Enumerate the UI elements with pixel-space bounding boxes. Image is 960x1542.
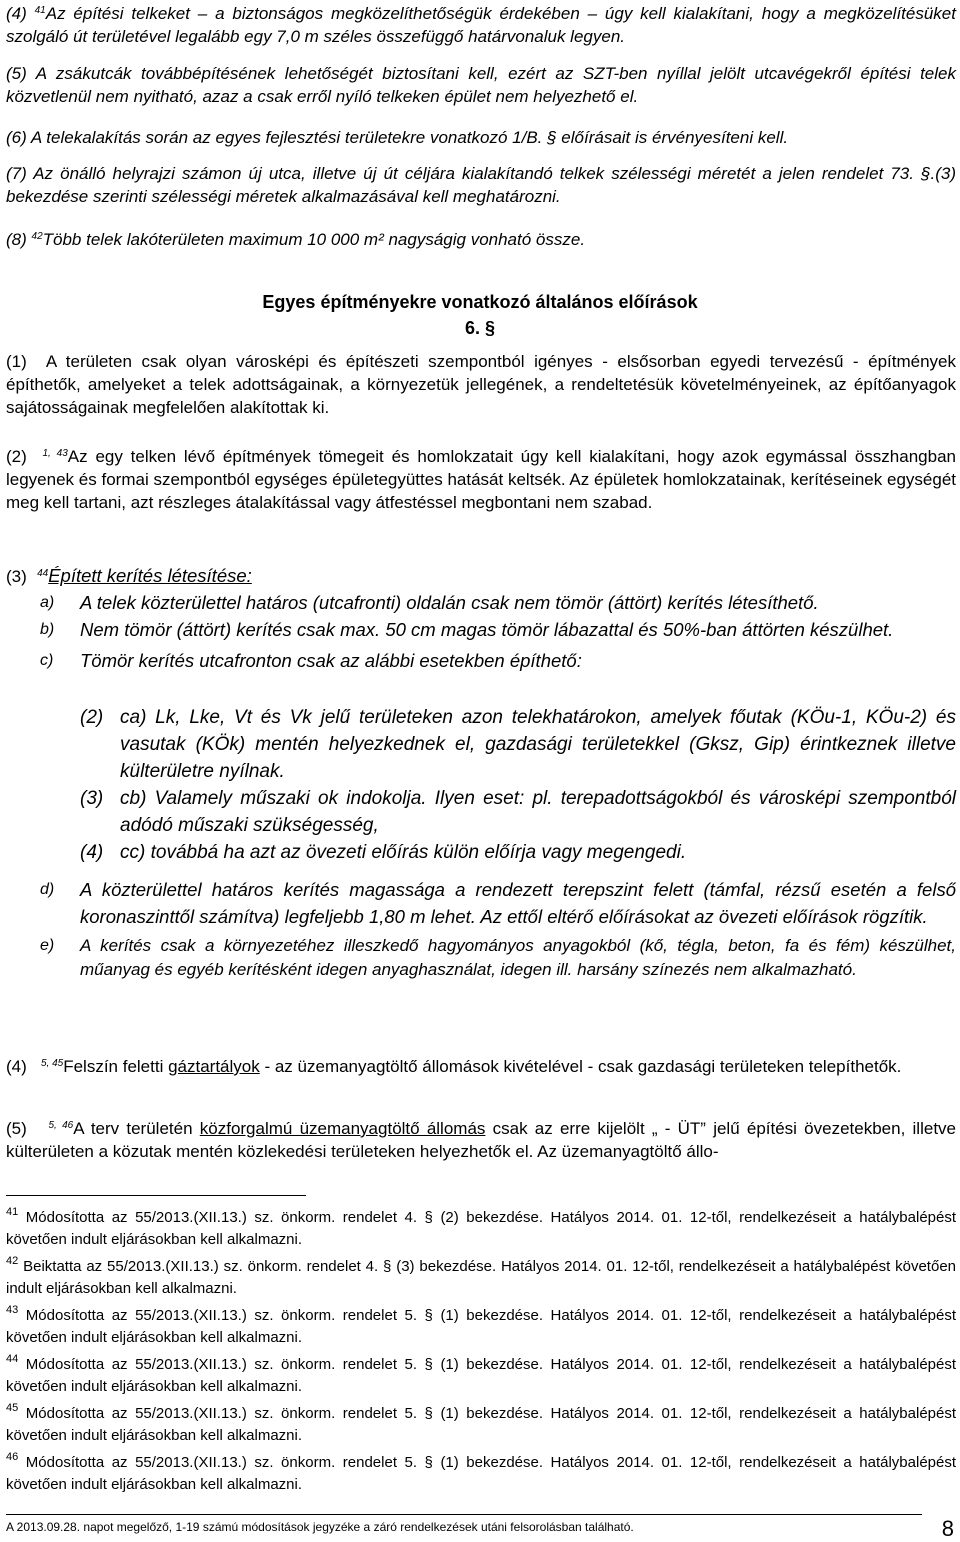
- paragraph-8: (8) $^{42}$Több telek lakóterületen maximum 10 000 m² nagyságig vonható össze.: [6, 230, 586, 249]
- section-para-2: (2) $^{1, 43}$Az egy telken lévő építmények tömegeit és homlokzatait úgy kell kialakítani, hogy azok egymással összhangban legyenek és formai szempontból egységes épületegyüttes hatását keltsék. Az épületek homlokzatainak, kerítéseinek egységét meg kell tartani, azt részleges átalakítással vagy átfestéssel megbontani nem szabad.: [6, 447, 956, 512]
- term-link[interactable]: gáztartályok: [168, 1057, 260, 1076]
- list-item: a) A telek közterülettel határos (utcafronti) oldalán csak nem tömör (áttört) kerítés létesíthető.: [40, 592, 819, 613]
- footnote-separator: [6, 1195, 306, 1196]
- list-item: (3) cb) Valamely műszaki ok indokolja. Ilyen eset: pl. terepadottságokból és városképi szempontból adódó műszaki szükségesség,: [80, 788, 956, 836]
- subitem-list: [80, 704, 956, 866]
- list-item: c) Tömör kerítés utcafronton csak az alábbi esetekben építhető:: [40, 650, 582, 671]
- footnote: $^{44}$ Módosította az 55/2013.(XII.13.) sz. önkorm. rendelet 5. § (1) bekezdése. Hatályos 2014. 01. 12-től, rendelkezéseit a hatálybalépést követően indult eljárásokban kell alkalmazni.: [6, 1353, 957, 1395]
- list-item: (4) cc) továbbá ha azt az övezeti előírás külön előírja vagy megengedi.: [80, 842, 687, 863]
- list-item: b) Nem tömör (áttört) kerítés csak max. 50 cm magas tömör lábazattal és 50%-ban áttörten készülhet.: [40, 619, 894, 640]
- footer-rule: [6, 1514, 922, 1515]
- term-link[interactable]: közforgalmú üzemanyagtöltő állomás: [199, 1119, 486, 1138]
- footnote-ref[interactable]: 42: [31, 231, 43, 242]
- paragraph-5: (5) A zsákutcák továbbépítésének lehetőségét biztosítani kell, ezért az SZT-ben nyíllal jelölt utcavégekről építési telek közvetlenül nem nyitható, azaz a csak erről nyíló telkeken épület nem helyezhető el.: [6, 64, 956, 106]
- section-title: Egyes építményekre vonatkozó általános előírások: [262, 292, 698, 312]
- fence-rules-list-2: [40, 876, 956, 982]
- footnote-ref[interactable]: 44: [37, 568, 49, 579]
- fence-rules-list: [40, 589, 956, 674]
- footnote: $^{46}$ Módosította az 55/2013.(XII.13.) sz. önkorm. rendelet 5. § (1) bekezdése. Hatályos 2014. 01. 12-től, rendelkezéseit a hatálybalépést követően indult eljárásokban kell alkalmazni.: [6, 1451, 957, 1493]
- section-para-4: (4) $^{5, 45}$Felszín feletti gáztartályok - az üzemanyagtöltő állomások kivételével - csak gazdasági területeken telepíthetők.: [6, 1057, 902, 1076]
- footnote-ref[interactable]: 5, 46: [48, 1120, 74, 1131]
- section-para-3: (3) $^{44}$Épített kerítés létesítése:: [6, 565, 252, 586]
- footnote: $^{43}$ Módosította az 55/2013.(XII.13.) sz. önkorm. rendelet 5. § (1) bekezdése. Hatályos 2014. 01. 12-től, rendelkezéseit a hatálybalépést követően indult eljárásokban kell alkalmazni.: [6, 1304, 957, 1346]
- list-item: d) A közterülettel határos kerítés magassága a rendezett terepszint felett (támfal, rézsű esetén a felső koronaszinttől számítva) legfeljebb 1,80 m lehet. Az ettől eltérő előírásokat az övezeti előírások rögzítik.: [40, 879, 956, 927]
- page-number: 8: [941, 1516, 954, 1541]
- footnote-ref[interactable]: 5, 45: [40, 1058, 64, 1069]
- footnote: $^{41}$ Módosította az 55/2013.(XII.13.) sz. önkorm. rendelet 4. § (2) bekezdése. Hatályos 2014. 01. 12-től, rendelkezéseit a hatálybalépést követően indult eljárásokban kell alkalmazni.: [6, 1206, 957, 1248]
- section-para-1: (1) A területen csak olyan városképi és építészeti szempontból igényes - elsősorban egyedi tervezésű - építmények építhetők, amelyeket a telek adottságainak, a környezetük jellegének, a rendeltetésük követelményeinek, az építőanyagok sajátosságainak megfelelően alakítottak ki.: [6, 352, 956, 417]
- list-item: (2) ca) Lk, Lke, Vt és Vk jelű területeken azon telekhatárokon, amelyek főutak (KÖu-1, KÖu-2) és vasutak (KÖk) mentén helyezkednek el, gazdasági területekkel (Gksz, Gip) érintkeznek illetve külterületre nyílnak.: [80, 707, 956, 782]
- section-number: 6. §: [464, 318, 496, 338]
- footer-note: A 2013.09.28. napot megelőző, 1-19 számú módosítások jegyzéke a záró rendelkezések utáni felsorolásban található.: [6, 1520, 634, 1534]
- paragraph-6: (6) A telekalakítás során az egyes fejlesztési területekre vonatkozó 1/B. § előírásait is érvényesíteni kell.: [6, 128, 789, 147]
- footnote-ref[interactable]: 41: [34, 5, 46, 16]
- list-item: e) A kerítés csak a környezetéhez illeszkedő hagyományos anyagokból (kő, tégla, beton, fa és fém) készülhet, műanyag és egyéb kerítésként idegen anyaghasználat, idegen ill. harsány színezés nem alkalmazható.: [40, 936, 956, 979]
- footnote: $^{42}$ Beiktatta az 55/2013.(XII.13.) sz. önkorm. rendelet 4. § (3) bekezdése. Hatályos 2014. 01. 12-től, rendelkezéseit a hatálybalépést követően indult eljárásokban kell alkalmazni.: [6, 1255, 956, 1297]
- footnote-ref[interactable]: 1, 43: [42, 448, 68, 459]
- section-para-5: (5) $^{5, 46}$A terv területén közforgalmú üzemanyagtöltő állomás csak az erre kijelölt „ - ÜT” jelű építési övezetekben, illetve külterületen a közutak mentén közlekedési területeken helyezhetők el. Az üzemanyagtöltő állo-: [6, 1119, 956, 1161]
- paragraph-4: (4) $^{41}$Az építési telkeket – a biztonságos megközelíthetőségük érdekében – úgy kell kialakítani, hogy a megközelítésüket szolgáló út területével legalább egy 7,0 m széles összefüggő határvonaluk legyen.: [6, 4, 956, 46]
- footnote: $^{45}$ Módosította az 55/2013.(XII.13.) sz. önkorm. rendelet 5. § (1) bekezdése. Hatályos 2014. 01. 12-től, rendelkezéseit a hatálybalépést követően indult eljárásokban kell alkalmazni.: [6, 1402, 957, 1444]
- paragraph-7: (7) Az önálló helyrajzi számon új utca, illetve új út céljára kialakítandó telkek szélességi méretét a jelen rendelet 73. §.(3) bekezdése szerinti szélességi méretek alkalmazásával kell meghatározni.: [6, 164, 956, 206]
